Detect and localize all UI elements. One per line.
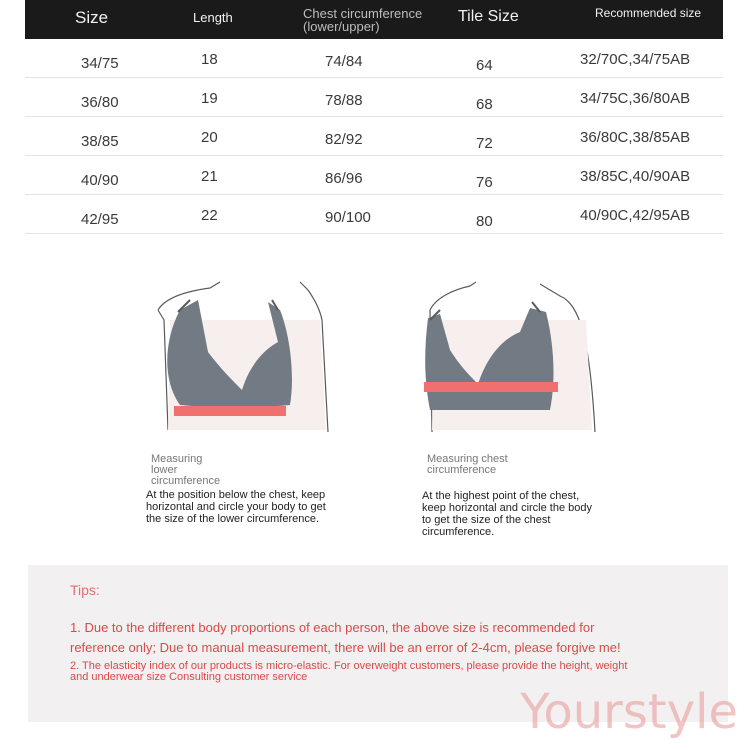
cell-size: 36/80 xyxy=(81,94,119,111)
cell-size: 34/75 xyxy=(81,55,119,72)
table-header xyxy=(25,0,723,39)
right-caption-title xyxy=(427,454,508,476)
cell-recommended: 34/75C,36/80AB xyxy=(580,90,691,107)
cell-chest: 78/88 xyxy=(325,92,363,109)
left-caption-title-line: lower xyxy=(151,464,178,476)
header-tile: Tile Size xyxy=(458,8,519,25)
cell-recommended: 40/90C,42/95AB xyxy=(580,207,691,224)
cell-recommended: 38/85C,40/90AB xyxy=(580,168,691,185)
table-row xyxy=(25,117,723,156)
cell-length: 21 xyxy=(201,168,218,185)
left-caption-title-line: Measuring xyxy=(151,453,203,465)
cell-tile: 64 xyxy=(476,57,493,74)
table-row xyxy=(25,39,723,78)
tip-2-line: and underwear size Consulting customer service xyxy=(70,671,308,683)
right-caption-body-line: circumference. xyxy=(422,526,495,538)
tip-1 xyxy=(70,618,680,658)
cell-recommended: 36/80C,38/85AB xyxy=(580,129,691,146)
table-row xyxy=(25,195,723,234)
cell-recommended: 32/70C,34/75AB xyxy=(580,51,691,68)
tip-2 xyxy=(70,661,690,683)
header-chest-line1: Chest circumference xyxy=(303,6,423,21)
cell-tile: 80 xyxy=(476,213,493,230)
cell-length: 18 xyxy=(201,51,218,68)
cell-chest: 90/100 xyxy=(325,209,371,226)
cell-size: 42/95 xyxy=(81,211,119,228)
tips-title: Tips: xyxy=(70,582,100,598)
cell-chest: 86/96 xyxy=(325,170,363,187)
cell-length: 19 xyxy=(201,90,218,107)
cell-chest: 82/92 xyxy=(325,131,363,148)
table-row xyxy=(25,78,723,117)
table-row xyxy=(25,156,723,195)
cell-tile: 72 xyxy=(476,135,493,152)
size-table xyxy=(25,0,723,234)
lower-circumference-illustration xyxy=(150,280,330,440)
header-chest-line2: (lower/upper) xyxy=(303,19,380,34)
cell-chest: 74/84 xyxy=(325,53,363,70)
cell-tile: 76 xyxy=(476,174,493,191)
tip-1-line: reference only; Due to manual measurement, there will be an error of 2-4cm, please forgive me! xyxy=(70,640,621,655)
header-chest xyxy=(303,7,422,33)
left-caption-body xyxy=(146,489,326,525)
right-caption-body-line: At the highest point of the chest, xyxy=(422,490,580,502)
right-caption-body-line: to get the size of the chest xyxy=(422,514,551,526)
left-caption-title xyxy=(151,454,220,487)
cell-size: 40/90 xyxy=(81,172,119,189)
right-caption-body-line: keep horizontal and circle the body xyxy=(422,502,592,514)
left-caption-title-line: circumference xyxy=(151,475,221,487)
header-recommended: Recommended size xyxy=(595,6,702,20)
left-caption-body-line: At the position below the chest, keep xyxy=(146,489,326,501)
measuring-tape xyxy=(174,406,286,416)
brand-watermark: Yourstyle xyxy=(520,684,738,740)
header-size: Size xyxy=(75,8,109,27)
measuring-tape xyxy=(424,382,558,392)
right-caption-title-line: Measuring chest xyxy=(427,453,508,465)
header-length: Length xyxy=(193,10,233,25)
left-caption-body-line: horizontal and circle your body to get xyxy=(146,501,326,513)
chest-circumference-illustration xyxy=(420,280,600,440)
right-caption-body xyxy=(422,490,592,538)
cell-length: 22 xyxy=(201,207,218,224)
cell-size: 38/85 xyxy=(81,133,119,150)
tip-2-line: 2. The elasticity index of our products is micro-elastic. For overweight customers, please provide the height, weight xyxy=(70,660,628,672)
tip-1-line: 1. Due to the different body proportions of each person, the above size is recommended for xyxy=(70,620,595,635)
cell-tile: 68 xyxy=(476,96,493,113)
cell-length: 20 xyxy=(201,129,218,146)
left-caption-body-line: the size of the lower circumference. xyxy=(146,513,320,525)
right-caption-title-line: circumference xyxy=(427,464,497,476)
